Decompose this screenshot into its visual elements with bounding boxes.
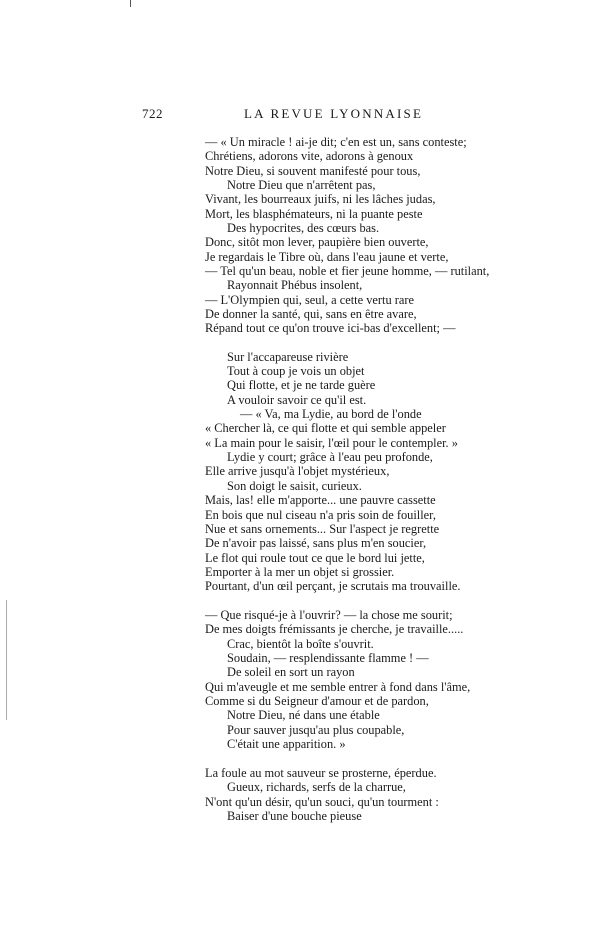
poem-line: En bois que nul ciseau n'a pris soin de fouiller, bbox=[205, 508, 436, 522]
poem-line: Chrétiens, adorons vite, adorons à genoux bbox=[205, 149, 414, 163]
poem-line: Notre Dieu que n'arrêtent pas, bbox=[227, 178, 376, 192]
poem-line: Comme si du Seigneur d'amour et de pardon, bbox=[205, 694, 429, 708]
poem-line: De n'avoir pas laissé, sans plus m'en soucier, bbox=[205, 536, 427, 550]
poem-line: Mort, les blasphémateurs, ni la puante peste bbox=[205, 207, 423, 221]
poem-line: Lydie y court; grâce à l'eau peu profonde, bbox=[227, 450, 433, 464]
poem-line: De mes doigts frémissants je cherche, je travaille..... bbox=[205, 622, 464, 636]
poem-line: Qui flotte, et je ne tarde guère bbox=[227, 378, 376, 392]
poem-line: A vouloir savoir ce qu'il est. bbox=[227, 393, 367, 407]
poem-line: « Chercher là, ce qui flotte et qui semble appeler bbox=[205, 421, 446, 435]
poem-line: — « Va, ma Lydie, au bord de l'onde bbox=[240, 407, 422, 421]
poem-line: Le flot qui roule tout ce que le bord lui jette, bbox=[205, 551, 425, 565]
poem-line: Gueux, richards, serfs de la charrue, bbox=[227, 780, 406, 794]
poem-line: N'ont qu'un désir, qu'un souci, qu'un tourment : bbox=[205, 795, 439, 809]
running-title: LA REVUE LYONNAISE bbox=[244, 106, 424, 121]
poem-line: Tout à coup je vois un objet bbox=[227, 364, 365, 378]
poem-line: Rayonnait Phébus insolent, bbox=[227, 278, 363, 292]
poem-line: Qui m'aveugle et me semble entrer à fond dans l'âme, bbox=[205, 680, 471, 694]
poem-line: Des hypocrites, des cœurs bas. bbox=[227, 221, 380, 235]
poem-line: — Que risqué-je à l'ouvrir? — la chose me sourit; bbox=[205, 608, 453, 622]
poem-line: Crac, bientôt la boîte s'ouvrit. bbox=[227, 637, 374, 651]
poem-line: Elle arrive jusqu'à l'objet mystérieux, bbox=[205, 464, 390, 478]
poem-line: Soudain, — resplendissante flamme ! — bbox=[227, 651, 429, 665]
poem-line: La foule au mot sauveur se prosterne, éperdue. bbox=[205, 766, 437, 780]
poem-line: Sur l'accapareuse rivière bbox=[227, 350, 349, 364]
poem-line: Nue et sans ornements... Sur l'aspect je regrette bbox=[205, 522, 440, 536]
poem-line: — Tel qu'un beau, noble et fier jeune homme, — rutilant, bbox=[205, 264, 490, 278]
poem-line: Je regardais le Tibre où, dans l'eau jaune et verte, bbox=[205, 250, 449, 264]
poem-line: De soleil en sort un rayon bbox=[227, 665, 355, 679]
poem-line: Répand tout ce qu'on trouve ici-bas d'excellent; — bbox=[205, 321, 456, 335]
poem-line: Emporter à la mer un objet si grossier. bbox=[205, 565, 395, 579]
poem-line: Notre Dieu, né dans une étable bbox=[227, 708, 380, 722]
poem-line: « La main pour le saisir, l'œil pour le contempler. » bbox=[205, 436, 458, 450]
poem-line: Notre Dieu, si souvent manifesté pour tous, bbox=[205, 164, 421, 178]
poem-line: Baiser d'une bouche pieuse bbox=[227, 809, 362, 823]
poem-line: C'était une apparition. » bbox=[227, 737, 346, 751]
page-number: 722 bbox=[142, 106, 163, 121]
poem-line: Vivant, les bourreaux juifs, ni les lâches judas, bbox=[205, 192, 436, 206]
poem-line: Pour sauver jusqu'au plus coupable, bbox=[227, 723, 405, 737]
poem-line: Mais, las! elle m'apporte... une pauvre cassette bbox=[205, 493, 436, 507]
poem-line: Donc, sitôt mon lever, paupière bien ouverte, bbox=[205, 235, 429, 249]
poem-line: — « Un miracle ! ai-je dit; c'en est un, sans conteste; bbox=[205, 135, 467, 149]
poem-line: De donner la santé, qui, sans en être avare, bbox=[205, 307, 417, 321]
top-edge-mark bbox=[130, 0, 131, 7]
poem-line: — L'Olympien qui, seul, a cette vertu rare bbox=[205, 293, 415, 307]
poem-line: Son doigt le saisit, curieux. bbox=[227, 479, 362, 493]
left-margin-mark bbox=[6, 600, 7, 720]
poem-line: Pourtant, d'un œil perçant, je scrutais ma trouvaille. bbox=[205, 579, 461, 593]
